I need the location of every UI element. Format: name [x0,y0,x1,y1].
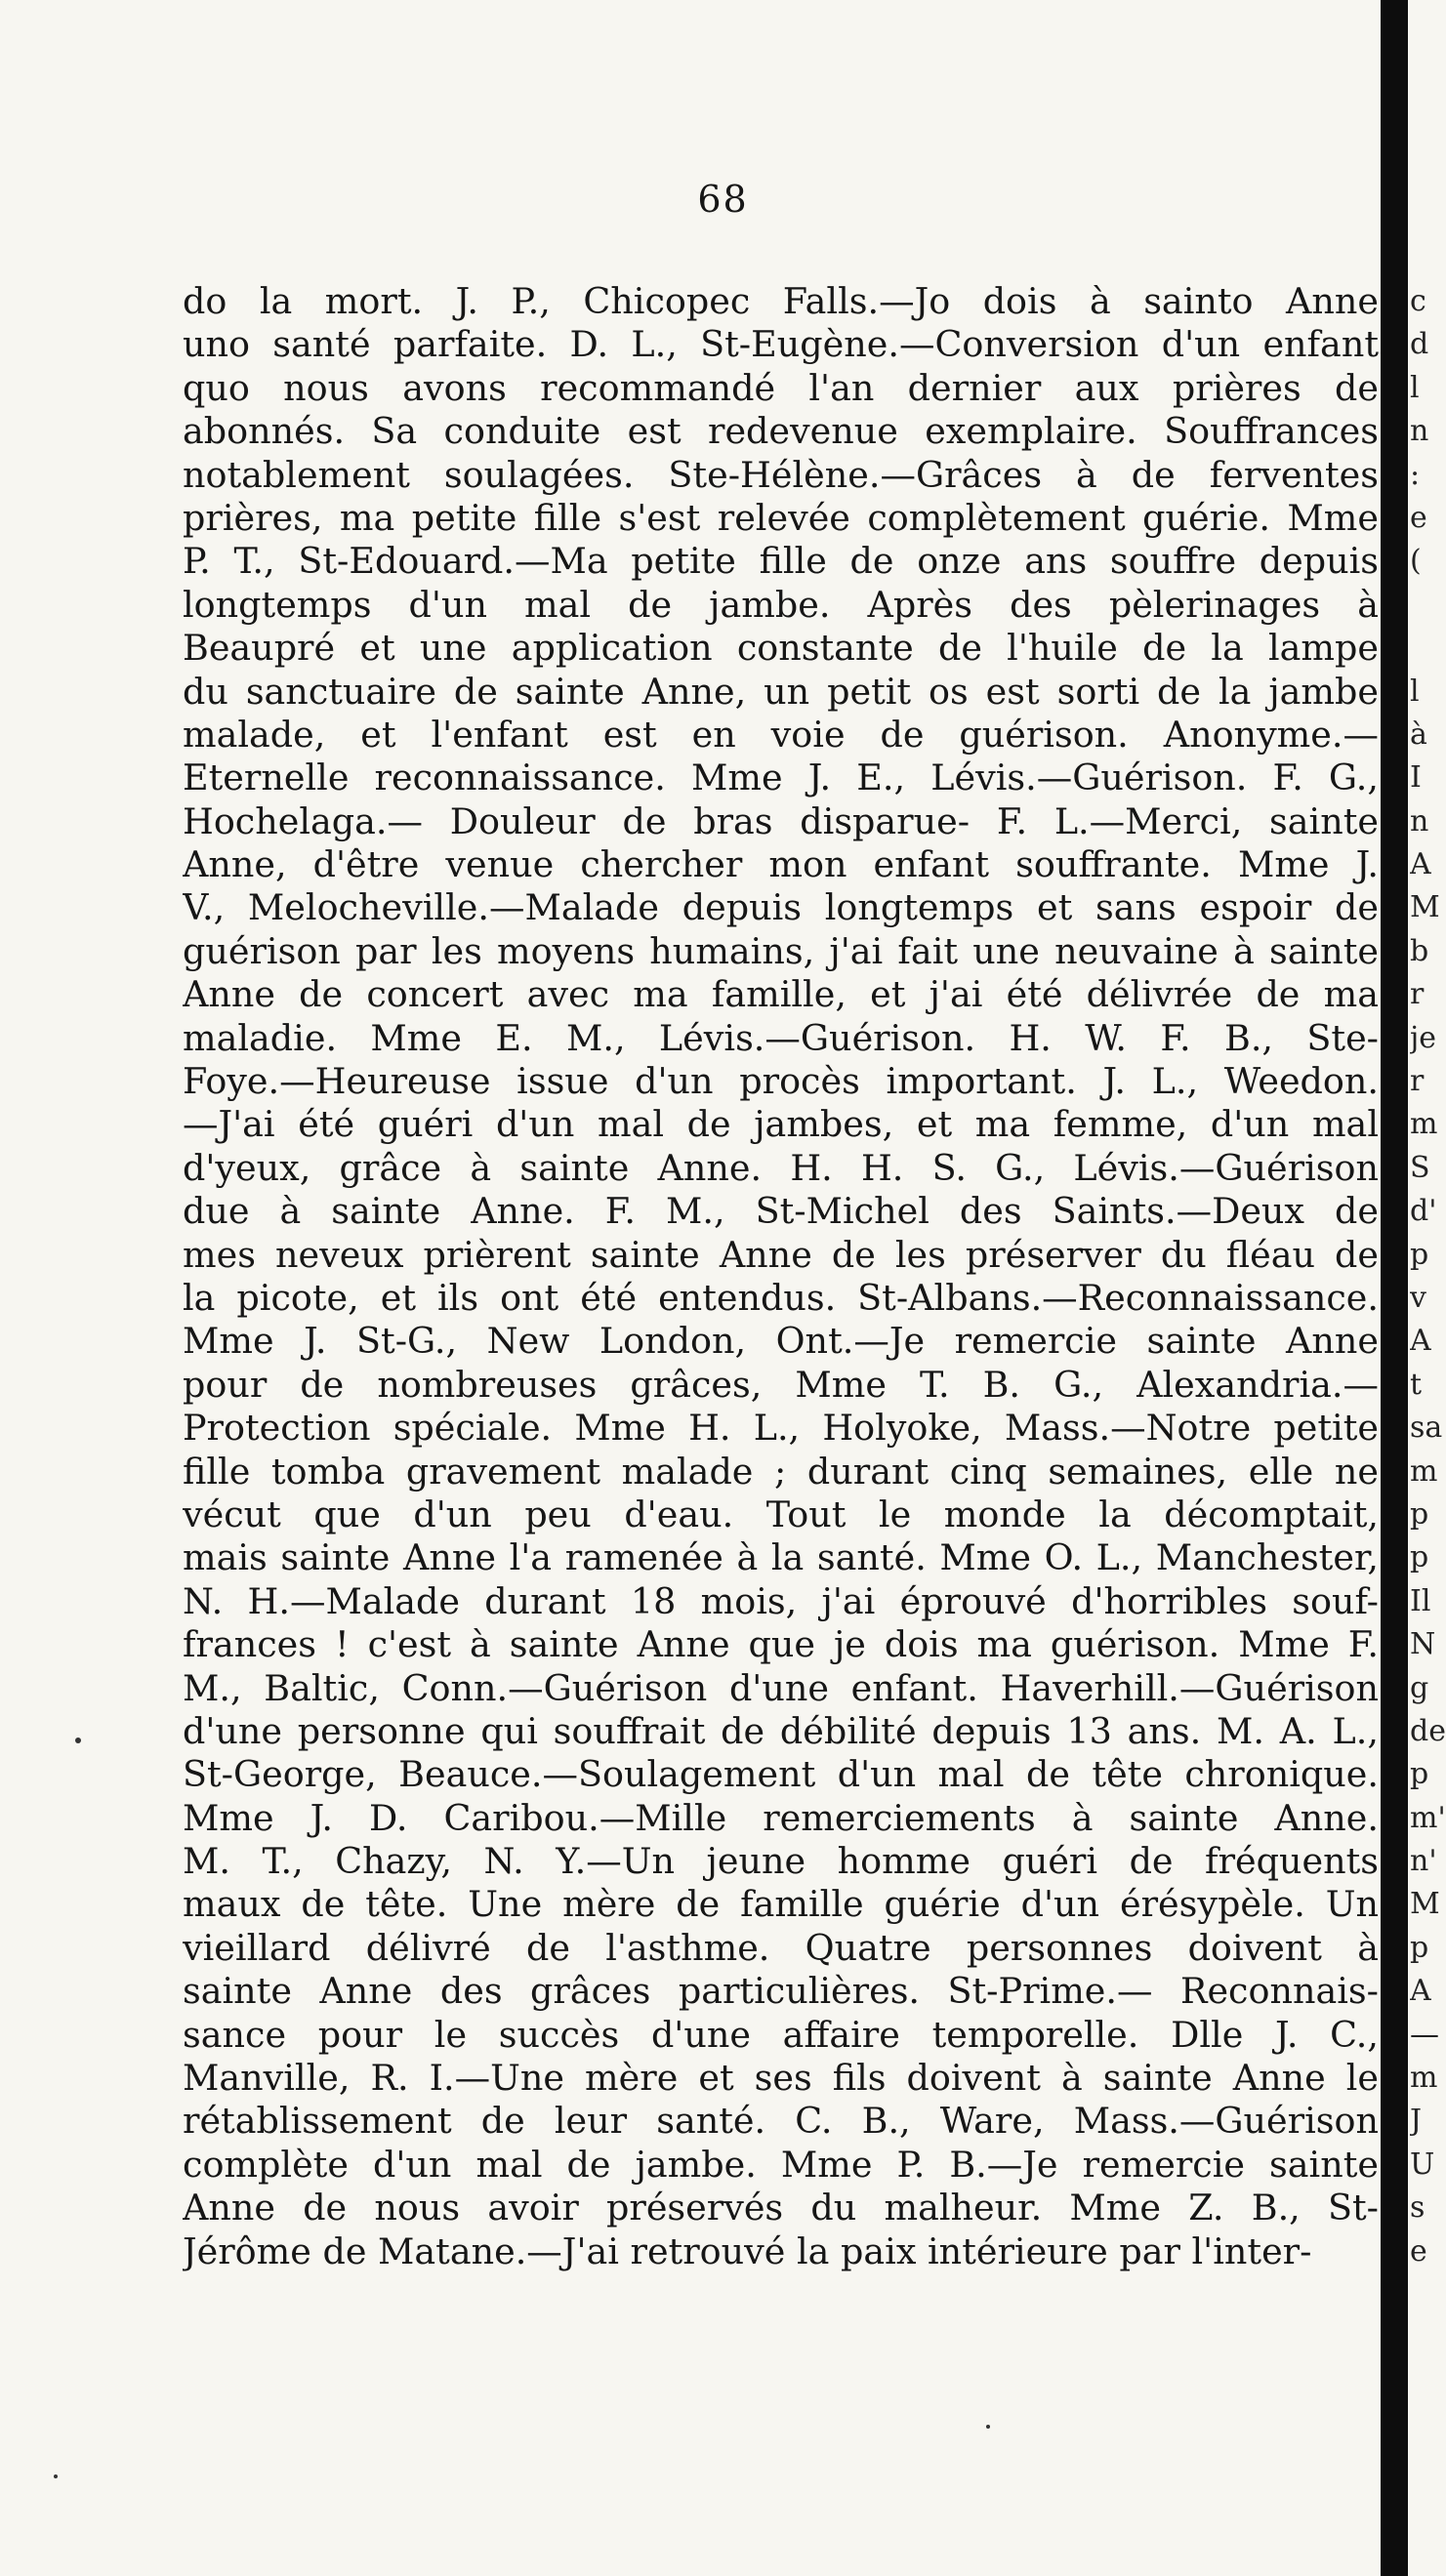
bleed-text-fragment: I [1410,760,1422,796]
text-line: do la mort. J. P., Chicopec Falls.—Jo dois à sainto Anne [183,280,1379,322]
text-line: mes neveux prièrent sainte Anne de les préserver du fléau de [183,1233,1379,1276]
text-line: vieillard délivré de l'asthme. Quatre personnes doivent à [183,1926,1379,1969]
text-line: P. T., St-Edouard.—Ma petite fille de onze ans souffre depuis [183,540,1379,583]
bleed-text-fragment: A [1410,1974,1431,2009]
binding-shadow [1381,0,1408,2576]
bleed-text-fragment: s [1410,2190,1425,2226]
bleed-text-fragment: à [1410,716,1427,752]
text-line: du sanctuaire de sainte Anne, un petit os est sorti de la jambe [183,670,1379,713]
bleed-text-fragment: r [1410,977,1425,1012]
bleed-text-fragment: t [1410,1367,1423,1402]
bleed-text-fragment: n [1410,414,1429,449]
text-line: complète d'un mal de jambe. Mme P. B.—Je remercie sainte [183,2143,1379,2186]
text-line: vécut que d'un peu d'eau. Tout le monde la décomptait, [183,1492,1379,1535]
text-line: sance pour le succès d'une affaire temporelle. Dlle J. C., [183,2013,1379,2056]
text-line: guérison par les moyens humains, j'ai fait une neuvaine à sainte [183,929,1379,972]
text-line: Beaupré et une application constante de l'huile de la lampe [183,627,1379,670]
text-line: longtemps d'un mal de jambe. Après des pèlerinages à [183,583,1379,626]
text-line: malade, et l'enfant est en voie de guérison. Anonyme.— [183,713,1379,756]
bleed-text-fragment: M [1410,890,1440,925]
bleed-text-fragment: e [1410,500,1427,535]
bleed-text-fragment: m' [1410,1800,1446,1835]
bleed-text-fragment: p [1410,1540,1429,1575]
adjacent-page-fragment [1410,280,1446,2273]
bleed-text-fragment: v [1410,1280,1426,1315]
bleed-text-fragment: S [1410,1150,1430,1185]
text-line: notablement soulagées. Ste-Hélène.—Grâces à de ferventes [183,453,1379,496]
text-line: d'yeux, grâce à sainte Anne. H. H. S. G., Lévis.—Guérison [183,1146,1379,1189]
bleed-text-fragment: n' [1410,1844,1437,1879]
text-line: N. H.—Malade durant 18 mois, j'ai éprouvé d'horribles souf- [183,1579,1379,1622]
text-line: Foye.—Heureuse issue d'un procès important. J. L., Weedon. [183,1060,1379,1103]
bleed-text-fragment: l [1410,674,1420,709]
print-speck [75,1738,81,1743]
bleed-text-fragment: m [1410,1107,1438,1142]
body-text [183,280,1379,2273]
bleed-text-fragment: A [1410,847,1431,882]
text-line: la picote, et ils ont été entendus. St-Albans.—Reconnaissance. [183,1276,1379,1319]
text-line: abonnés. Sa conduite est redevenue exemplaire. Souffrances [183,410,1379,453]
text-line: quo nous avons recommandé l'an dernier aux prières de [183,366,1379,409]
text-line: prières, ma petite fille s'est relevée complètement guérie. Mme [183,496,1379,539]
bleed-text-fragment: n [1410,803,1429,838]
text-line: M., Baltic, Conn.—Guérison d'une enfant. Haverhill.—Guérison [183,1666,1379,1709]
bleed-text-fragment: p [1410,1757,1429,1792]
print-speck [986,2425,990,2429]
text-line: mais sainte Anne l'a ramenée à la santé. Mme O. L., Manchester, [183,1536,1379,1579]
bleed-text-fragment [1410,627,1446,670]
text-line: Anne de concert avec ma famille, et j'ai été délivrée de ma [183,973,1379,1016]
text-line: Mme J. D. Caribou.—Mille remerciements à sainte Anne. [183,1796,1379,1839]
bleed-text-fragment: p [1410,1930,1429,1965]
bleed-text-fragment: m [1410,1453,1438,1489]
text-line: Hochelaga.— Douleur de bras disparue- F. L.—Merci, sainte [183,799,1379,842]
bleed-text-fragment: c [1410,284,1426,318]
bleed-text-fragment: g [1410,1670,1429,1705]
bleed-text-fragment: J [1410,2104,1423,2139]
text-line: Eternelle reconnaissance. Mme J. E., Lévis.—Guérison. F. G., [183,756,1379,799]
bleed-text-fragment: b [1410,933,1429,968]
bleed-text-fragment: : [1410,457,1421,492]
bleed-text-fragment: ( [1410,544,1422,579]
text-line: St-George, Beauce.—Soulagement d'un mal de tête chronique. [183,1753,1379,1796]
text-line: Manville, R. I.—Une mère et ses fils doivent à sainte Anne le [183,2057,1379,2100]
text-line: Mme J. St-G., New London, Ont.—Je remercie sainte Anne [183,1320,1379,1363]
bleed-text-fragment: — [1410,2017,1439,2052]
text-line: M. T., Chazy, N. Y.—Un jeune homme guéri de fréquents [183,1840,1379,1883]
bleed-text-fragment: l [1410,370,1420,405]
text-line: maux de tête. Une mère de famille guérie d'un érésypèle. Un [183,1883,1379,1926]
text-line: pour de nombreuses grâces, Mme T. B. G., Alexandria.— [183,1363,1379,1406]
bleed-text-fragment: N [1410,1627,1436,1662]
text-line: Protection spéciale. Mme H. L., Holyoke, Mass.—Notre petite [183,1407,1379,1450]
text-line: uno santé parfaite. D. L., St-Eugène.—Conversion d'un enfant [183,323,1379,366]
text-line: fille tomba gravement malade ; durant cinq semaines, elle ne [183,1450,1379,1492]
print-speck [54,2474,58,2478]
bleed-text-fragment: e [1410,2233,1427,2269]
text-line: V., Melocheville.—Malade depuis longtemps et sans espoir de [183,886,1379,929]
text-line: Jérôme de Matane.—J'ai retrouvé la paix intérieure par l'inter- [183,2229,1312,2272]
bleed-text-fragment: r [1410,1064,1425,1099]
bleed-text-fragment [1410,584,1446,627]
text-line: sainte Anne des grâces particulières. St-Prime.— Reconnais- [183,1970,1379,2013]
text-line: —J'ai été guéri d'un mal de jambes, et ma femme, d'un mal [183,1103,1379,1146]
text-line: maladie. Mme E. M., Lévis.—Guérison. H. W. F. B., Ste- [183,1016,1379,1059]
text-line: d'une personne qui souffrait de débilité depuis 13 ans. M. A. L., [183,1709,1379,1752]
bleed-text-fragment: d [1410,327,1429,362]
bleed-text-fragment: d' [1410,1194,1437,1229]
bleed-text-fragment: je [1410,1020,1437,1055]
bleed-text-fragment: m [1410,2061,1438,2096]
bleed-text-fragment: p [1410,1496,1429,1532]
text-line: Anne de nous avoir préservés du malheur. Mme Z. B., St- [183,2187,1379,2229]
bleed-text-fragment: A [1410,1324,1431,1359]
bleed-text-fragment: Il [1410,1583,1431,1618]
bleed-text-fragment: M [1410,1887,1440,1922]
text-line: frances ! c'est à sainte Anne que je dois ma guérison. Mme F. [183,1623,1379,1666]
bleed-text-fragment: U [1410,2147,1435,2182]
text-line: rétablissement de leur santé. C. B., Ware, Mass.—Guérison [183,2100,1379,2143]
text-line: Anne, d'être venue chercher mon enfant souffrante. Mme J. [183,843,1379,886]
text-line: due à sainte Anne. F. M., St-Michel des Saints.—Deux de [183,1190,1379,1233]
bleed-text-fragment: de [1410,1713,1446,1748]
bleed-text-fragment: sa [1410,1411,1443,1446]
bleed-text-fragment: p [1410,1237,1429,1272]
page-number: 68 [697,178,749,221]
